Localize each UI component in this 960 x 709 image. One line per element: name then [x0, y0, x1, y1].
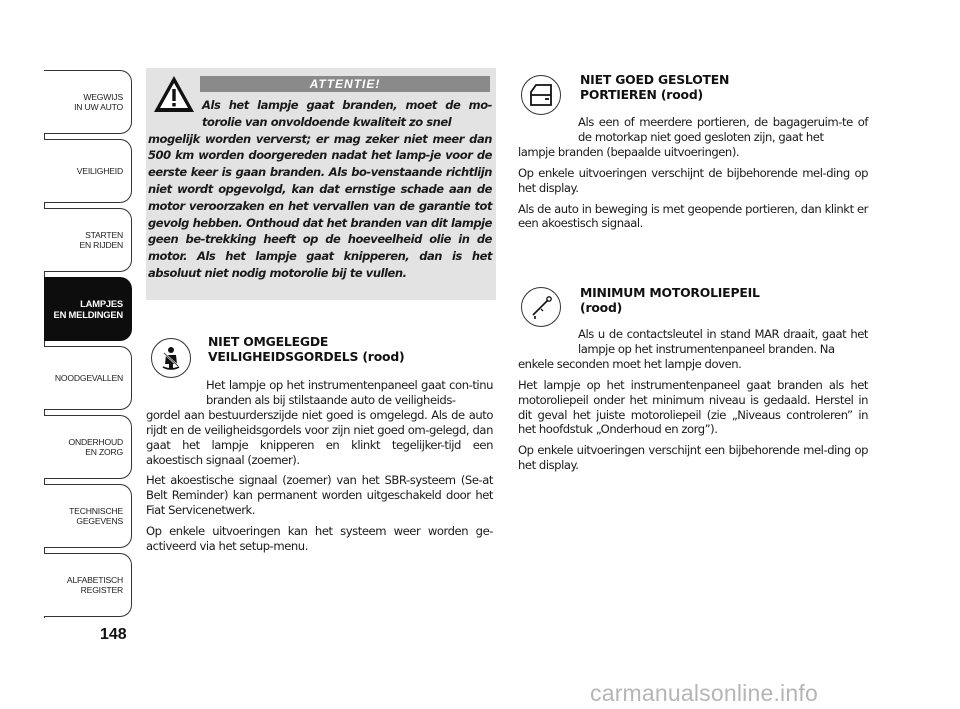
oil-p2: Het lampje op het instrumentenpaneel gaat branden als het motoroliepeil onder het minimum niveau is gedaald. Herstel in dit geval het juiste motoroliepeil (zie „Niveaus controleren” in het hoofdstuk „Onderhoud en zorg”). [518, 377, 868, 437]
seatbelt-p1-rest: gordel aan bestuurderszijde niet goed is omgelegd. Als de auto rijdt en de veiligheidsgordels voor zijn niet goed om-gelegd, dan gaat het lampje knipperen en klinkt tegelijker-tijd een akoestisch signaal (zoemer). [146, 407, 493, 467]
warning-text-rest: mogelijk worden ververst; er mag zeker niet meer dan 500 km worden doorgereden nadat het lamp-je voor de eerste keer is gaan branden. Als bo-venstaande richtlijn niet wordt opgevolgd, kan dat ernstige schade aan de motor veroorzaken en het vervallen van de garantie tot gevolg hebben. Onthoud dat het branden van dit lampje geen be-trekking heeft op de hoeveelheid olie in de motor. Als het lampje gaat knipperen, dan is het absoluut niet nodig motorolie bij te vullen. [148, 131, 492, 280]
doors-title-line2: PORTIEREN [580, 86, 657, 102]
oil-p1-lead: Als u de contactsleutel in stand MAR draait, gaat het lampje op het instrumentenpaneel branden. Na [578, 327, 868, 356]
seatbelt-icon [151, 338, 191, 378]
tab-technische[interactable] [44, 484, 132, 548]
doors-title [580, 73, 870, 102]
tab-noodgevallen[interactable] [44, 346, 132, 410]
seatbelt-title-line1: NIET OMGELEGDE [208, 334, 329, 349]
seatbelt-color-note: (rood) [362, 348, 405, 364]
seatbelt-p1-lead: Het lampje op het instrumentenpaneel gaat con-tinu branden als bij stilstaande auto de veiligheids- [206, 378, 493, 407]
seatbelt-p3: Op enkele uitvoeringen kan het systeem weer worden ge-activeerd via het setup-menu. [146, 524, 493, 554]
tab-label: LAMPJES EN MELDINGEN [53, 298, 123, 320]
seatbelt-p2: Het akoestische signaal (zoemer) van het SBR-systeem (Se-at Belt Reminder) kan permanent worden uitgeschakeld door het Fiat Servicenetwerk. [146, 473, 493, 518]
door-open-icon [521, 75, 561, 115]
seatbelt-title-line2: VEILIGHEIDSGORDELS [208, 348, 359, 364]
doors-p2: Op enkele uitvoeringen verschijnt de bijbehorende mel-ding op het display. [518, 165, 868, 195]
warning-label: ATTENTIE! [200, 76, 490, 92]
tab-lampjes[interactable] [44, 277, 132, 341]
doors-title-line1: NIET GOED GESLOTEN [580, 72, 730, 87]
oil-title [580, 286, 870, 315]
oil-title-line1: MINIMUM MOTOROLIEPEIL [580, 285, 760, 300]
seatbelt-body [146, 378, 493, 560]
tab-label: ONDERHOUD EN ZORG [68, 437, 123, 457]
tab-onderhoud[interactable] [44, 415, 132, 479]
tab-wegwijs[interactable] [44, 70, 132, 134]
tab-label: ALFABETISCH REGISTER [66, 575, 123, 595]
doors-color-note: (rood) [660, 86, 703, 102]
tab-veiligheid[interactable] [44, 139, 132, 203]
oil-level-icon [521, 287, 561, 327]
seatbelt-title [208, 335, 488, 364]
doors-p1-rest: lampje branden (bepaalde uitvoeringen). [518, 144, 740, 159]
tab-register[interactable] [44, 553, 132, 617]
tab-label: WEGWIJS IN UW AUTO [74, 92, 123, 112]
doors-p3: Als de auto in beweging is met geopende portieren, dan klinkt er een akoestisch signaal. [518, 201, 868, 231]
warning-text [148, 97, 492, 282]
page-number: 148 [100, 626, 127, 643]
oil-p1-rest: enkele seconden moet het lampje doven. [518, 356, 742, 371]
oil-color-note: (rood) [580, 299, 623, 315]
watermark: carmanualsonline.info [590, 680, 818, 706]
tab-label: NOODGEVALLEN [54, 373, 123, 383]
tab-starten[interactable] [44, 208, 132, 272]
tab-label: TECHNISCHE GEGEVENS [69, 506, 123, 526]
oil-p3: Op enkele uitvoeringen verschijnt een bijbehorende mel-ding op het display. [518, 443, 868, 473]
doors-p1-lead: Als een of meerdere portieren, de bagageruim-te of de motorkap niet goed gesloten zijn, gaat het [578, 115, 868, 144]
doors-body [518, 115, 868, 237]
tab-label: STARTEN EN RIJDEN [79, 230, 123, 250]
tab-label: VEILIGHEID [76, 166, 123, 176]
warning-text-first: Als het lampje gaat branden, moet de mo-torolie van onvoldoende kwaliteit zo snel [202, 98, 492, 129]
oil-body [518, 327, 868, 479]
